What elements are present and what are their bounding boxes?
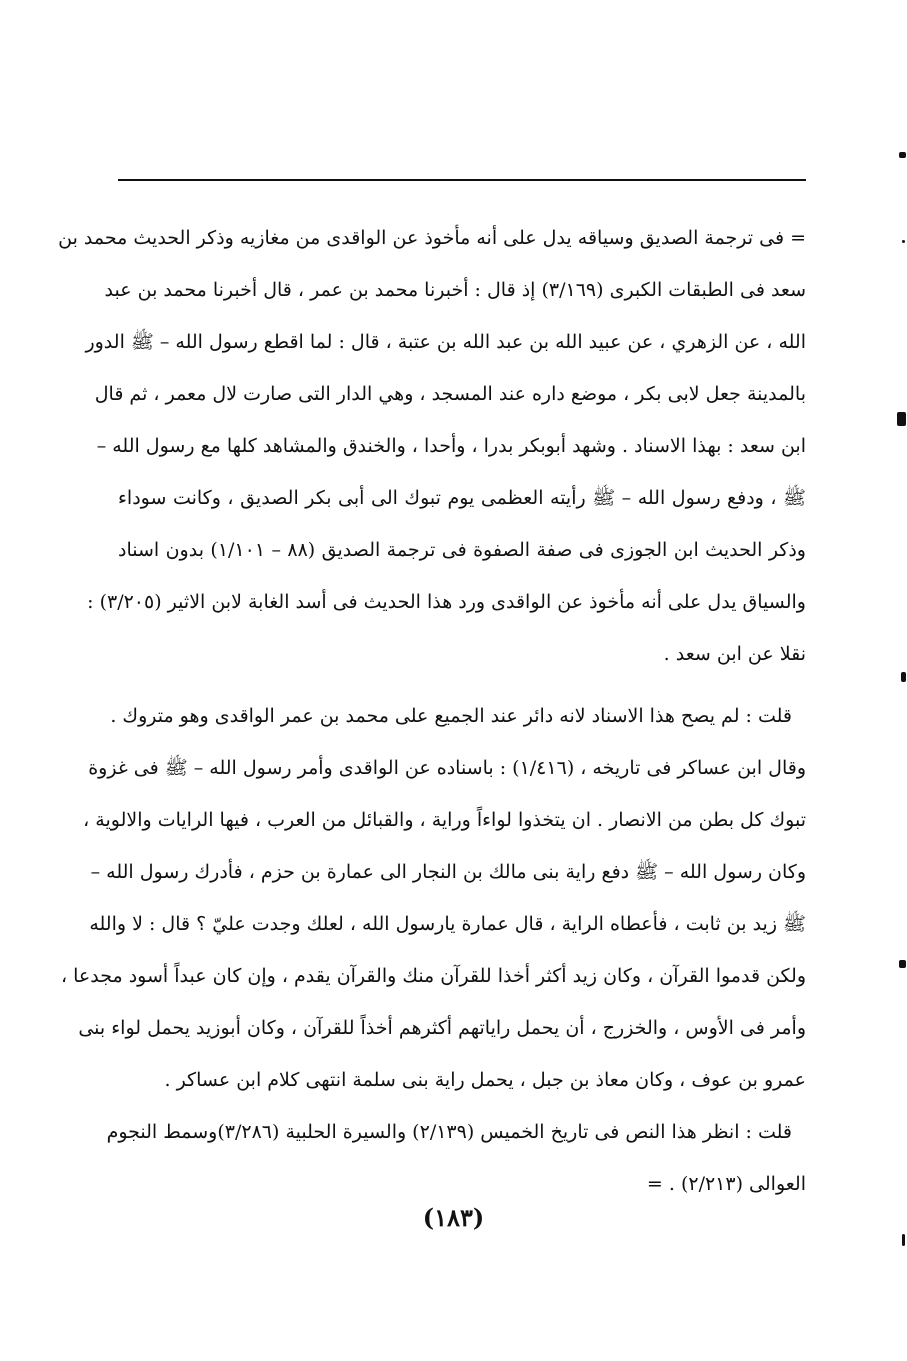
text-line: عمرو بن عوف ، وكان معاذ بن جبل ، يحمل راية بنى سلمة انتهى كلام ابن عساكر .: [164, 1069, 806, 1091]
scan-mark: [901, 672, 906, 682]
text-line: ولكن قدموا القرآن ، وكان زيد أكثر أخذا للقرآن منك والقرآن يقدم ، وإن كان عبداً أسود مجدعا ،: [60, 965, 806, 987]
text-line: بالمدينة جعل لابى بكر ، موضع داره عند المسجد ، وهي الدار التى صارت لال معمر ، ثم قال: [94, 383, 806, 405]
text-line: قلت : انظر هذا النص فى تاريخ الخميس (٢/١٣٩) والسيرة الحلبية (٣/٢٨٦)وسمط النجوم: [106, 1121, 792, 1143]
scan-mark: [902, 240, 905, 243]
scan-mark: [899, 152, 906, 158]
paragraph-2: [60, 690, 806, 1106]
scan-mark: [902, 1234, 905, 1246]
paragraph-spacer: [118, 680, 806, 690]
text-line: العوالى (٢/٢١٣) . =: [646, 1173, 806, 1195]
text-line: الله ، عن الزهري ، عن عبيد الله بن عبد الله بن عتبة ، قال : لما اقطع رسول الله – ﷺ الدور: [85, 331, 806, 353]
text-line: والسياق يدل على أنه مأخوذ عن الواقدى ورد هذا الحديث فى أسد الغابة لابن الاثير (٣/٢٠٥) :: [87, 591, 806, 613]
text-line: ﷺ ، ودفع رسول الله – ﷺ رأيته العظمى يوم تبوك الى أبى بكر الصديق ، وكانت سوداء: [118, 487, 806, 509]
paragraph-3: [106, 1106, 806, 1210]
text-line: وذكر الحديث ابن الجوزى فى صفة الصفوة فى ترجمة الصديق (٨٨ – ١/١٠١) بدون اسناد: [118, 539, 806, 561]
text-line: وقال ابن عساكر فى تاريخه ، (١/٤١٦) : باسناده عن الواقدى وأمر رسول الله – ﷺ فى غزوة: [88, 757, 806, 779]
text-line: تبوك كل بطن من الانصار . ان يتخذوا لواءاً وراية ، والقبائل من العرب ، فيها الرايات والالوية ،: [83, 809, 806, 831]
text-line: سعد فى الطبقات الكبرى (٣/١٦٩) إذ قال : أخبرنا محمد بن عمر ، قال أخبرنا محمد بن عبد: [104, 279, 806, 301]
text-line: ﷺ زيد بن ثابت ، فأعطاه الراية ، قال عمارة يارسول الله ، لعلك وجدت عليّ ؟ قال : لا والله: [89, 913, 806, 935]
page-number: (١٨٣): [422, 1203, 485, 1232]
scan-mark: [897, 412, 906, 426]
text-line: ابن سعد : بهذا الاسناد . وشهد أبوبكر بدرا ، وأحدا ، والخندق والمشاهد كلها مع رسول الله –: [96, 435, 806, 457]
footnote-text: [58, 212, 806, 1210]
text-line: = فى ترجمة الصديق وسياقه يدل على أنه مأخوذ عن الواقدى من مغازيه وذكر الحديث محمد بن: [58, 227, 806, 249]
text-line: قلت : لم يصح هذا الاسناد لانه دائر عند الجميع على محمد بن عمر الواقدى وهو متروك .: [110, 705, 792, 727]
header-rule: [118, 179, 806, 181]
text-line: وأمر فى الأوس ، والخزرج ، أن يحمل راياتهم أكثرهم أخذاً للقرآن ، وكان أبوزيد يحمل لواء بنى: [78, 1017, 806, 1039]
text-line: نقلا عن ابن سعد .: [663, 643, 806, 665]
scan-mark: [899, 960, 906, 968]
paragraph-1: [58, 212, 806, 680]
text-line: وكان رسول الله – ﷺ دفع راية بنى مالك بن النجار الى عمارة بن حزم ، فأدرك رسول الله –: [90, 861, 806, 883]
